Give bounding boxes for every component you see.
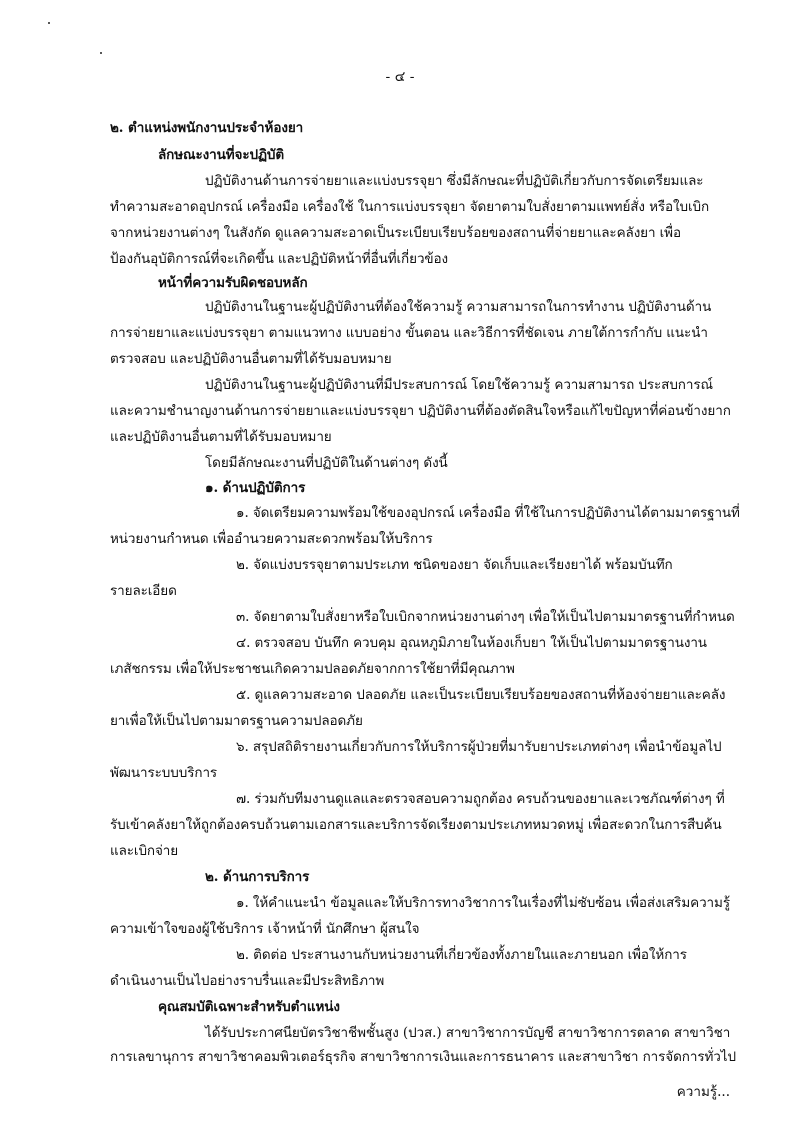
operations-item: ๔. ตรวจสอบ บันทึก ควบคุม อุณหภูมิภายในห้องเก็บยา ให้เป็นไปตามมาตรฐานงาน [236,635,707,651]
operations-item-cont: รายละเอียด [110,583,177,599]
operations-item-cont: เภสัชกรรม เพื่อให้ประชาชนเกิดความปลอดภัยจากการใช้ยาที่มีคุณภาพ [110,661,515,677]
nature-line: ทำความสะอาดอุปกรณ์ เครื่องมือ เครื่องใช้ ในการแบ่งบรรจุยา จัดยาตามใบสั่งยาตามแพทย์สั่ง หรือใบเบิก [110,199,710,215]
duties-title: หน้าที่ความรับผิดชอบหลัก [158,275,308,291]
qualifications-title: คุณสมบัติเฉพาะสำหรับตำแหน่ง [158,999,340,1015]
scan-speck [100,52,102,54]
duties-line: ปฏิบัติงานในฐานะผู้ปฏิบัติงานที่มีประสบการณ์ โดยใช้ความรู้ ความสามารถ ประสบการณ์ [205,377,713,393]
operations-item-cont: ยาเพื่อให้เป็นไปตามมาตรฐานความปลอดภัย [110,713,363,729]
duties-line: ปฏิบัติงานในฐานะผู้ปฏิบัติงานที่ต้องใช้ความรู้ ความสามารถในการทำงาน ปฏิบัติงานด้าน [205,299,712,315]
operations-item-cont: หน่วยงานกำหนด เพื่ออำนวยความสะดวกพร้อมให้บริการ [110,531,433,547]
services-title: ๒. ด้านการบริการ [205,869,310,885]
duties-line: ตรวจสอบ และปฏิบัติงานอื่นตามที่ได้รับมอบหมาย [110,351,392,367]
operations-item: ๒. จัดแบ่งบรรจุยาตามประเภท ชนิดของยา จัดเก็บและเรียงยาได้ พร้อมบันทึก [236,557,673,573]
operations-item-cont: และเบิกจ่าย [110,843,179,859]
services-item: ๒. ติดต่อ ประสานงานกับหน่วยงานที่เกี่ยวข้องทั้งภายในและภายนอก เพื่อให้การ [236,947,687,963]
section-heading: ๒. ตำแหน่งพนักงานประจำห้องยา [110,120,304,136]
operations-item: ๖. สรุปสถิติรายงานเกี่ยวกับการให้บริการผู้ป่วยที่มารับยาประเภทต่างๆ เพื่อนำข้อมูลไป [236,739,722,755]
services-item: ๑. ให้คำแนะนำ ข้อมูลและให้บริการทางวิชาการในเรื่องที่ไม่ซับซ้อน เพื่อส่งเสริมความรู้ [236,895,730,911]
continuation-text: ความรู้... [676,1084,730,1100]
scan-speck [48,22,50,24]
duties-line: และปฏิบัติงานอื่นตามที่ได้รับมอบหมาย [110,429,332,445]
nature-line: จากหน่วยงานต่างๆ ในสังกัด ดูแลความสะอาดเป็นระเบียบเรียบร้อยของสถานที่จ่ายยาและคลังยา เพื่อ [110,225,681,241]
nature-line: ปฏิบัติงานด้านการจ่ายยาและแบ่งบรรจุยา ซึ่งมีลักษณะที่ปฏิบัติเกี่ยวกับการจัดเตรียมและ [205,173,704,189]
qualifications-line: ได้รับประกาศนียบัตรวิชาชีพชั้นสูง (ปวส.) สาขาวิชาการบัญชี สาขาวิชาการตลาด สาขาวิชา [205,1025,731,1041]
operations-item-cont: รับเข้าคลังยาให้ถูกต้องครบถ้วนตามเอกสารและบริการจัดเรียงตามประเภทหมวดหมู่ เพื่อสะดวกในการสืบค้น [110,817,722,833]
operations-item: ๓. จัดยาตามใบสั่งยาหรือใบเบิกจากหน่วยงานต่างๆ เพื่อให้เป็นไปตามมาตรฐานที่กำหนด [236,609,735,625]
duties-intro: โดยมีลักษณะงานที่ปฏิบัติในด้านต่างๆ ดังนี้ [205,455,448,471]
qualifications-line: การเลขานุการ สาขาวิชาคอมพิวเตอร์ธุรกิจ สาขาวิชาการเงินและการธนาคาร และสาขาวิชา การจัดการทั่วไป [110,1049,736,1065]
operations-item: ๑. จัดเตรียมความพร้อมใช้ของอุปกรณ์ เครื่องมือ ที่ใช้ในการปฏิบัติงานได้ตามมาตรฐานที่ [236,505,740,521]
duties-line: การจ่ายยาและแบ่งบรรจุยา ตามแนวทาง แบบอย่าง ขั้นตอน และวิธีการที่ชัดเจน ภายใต้การกำกับ แนะนำ [110,325,708,341]
page-number: - ๔ - [385,69,415,85]
duties-line: และความชำนาญงานด้านการจ่ายยาและแบ่งบรรจุยา ปฏิบัติงานที่ต้องตัดสินใจหรือแก้ไขปัญหาที่ค่อนข้างยาก [110,403,731,419]
nature-title: ลักษณะงานที่จะปฏิบัติ [158,147,285,163]
operations-title: ๑. ด้านปฏิบัติการ [205,480,306,496]
services-item-cont: ดำเนินงานเป็นไปอย่างราบรื่นและมีประสิทธิภาพ [110,973,385,989]
operations-item-cont: พัฒนาระบบบริการ [110,765,218,781]
nature-line: ป้องกันอุบัติการณ์ที่จะเกิดขึ้น และปฏิบัติหน้าที่อื่นที่เกี่ยวข้อง [110,251,449,267]
operations-item: ๕. ดูแลความสะอาด ปลอดภัย และเป็นระเบียบเรียบร้อยของสถานที่ห้องจ่ายยาและคลัง [236,687,726,703]
services-item-cont: ความเข้าใจของผู้ใช้บริการ เจ้าหน้าที่ นักศึกษา ผู้สนใจ [110,921,420,937]
operations-item: ๗. ร่วมกับทีมงานดูแลและตรวจสอบความถูกต้อง ครบถ้วนของยาและเวชภัณฑ์ต่างๆ ที่ [236,791,725,807]
